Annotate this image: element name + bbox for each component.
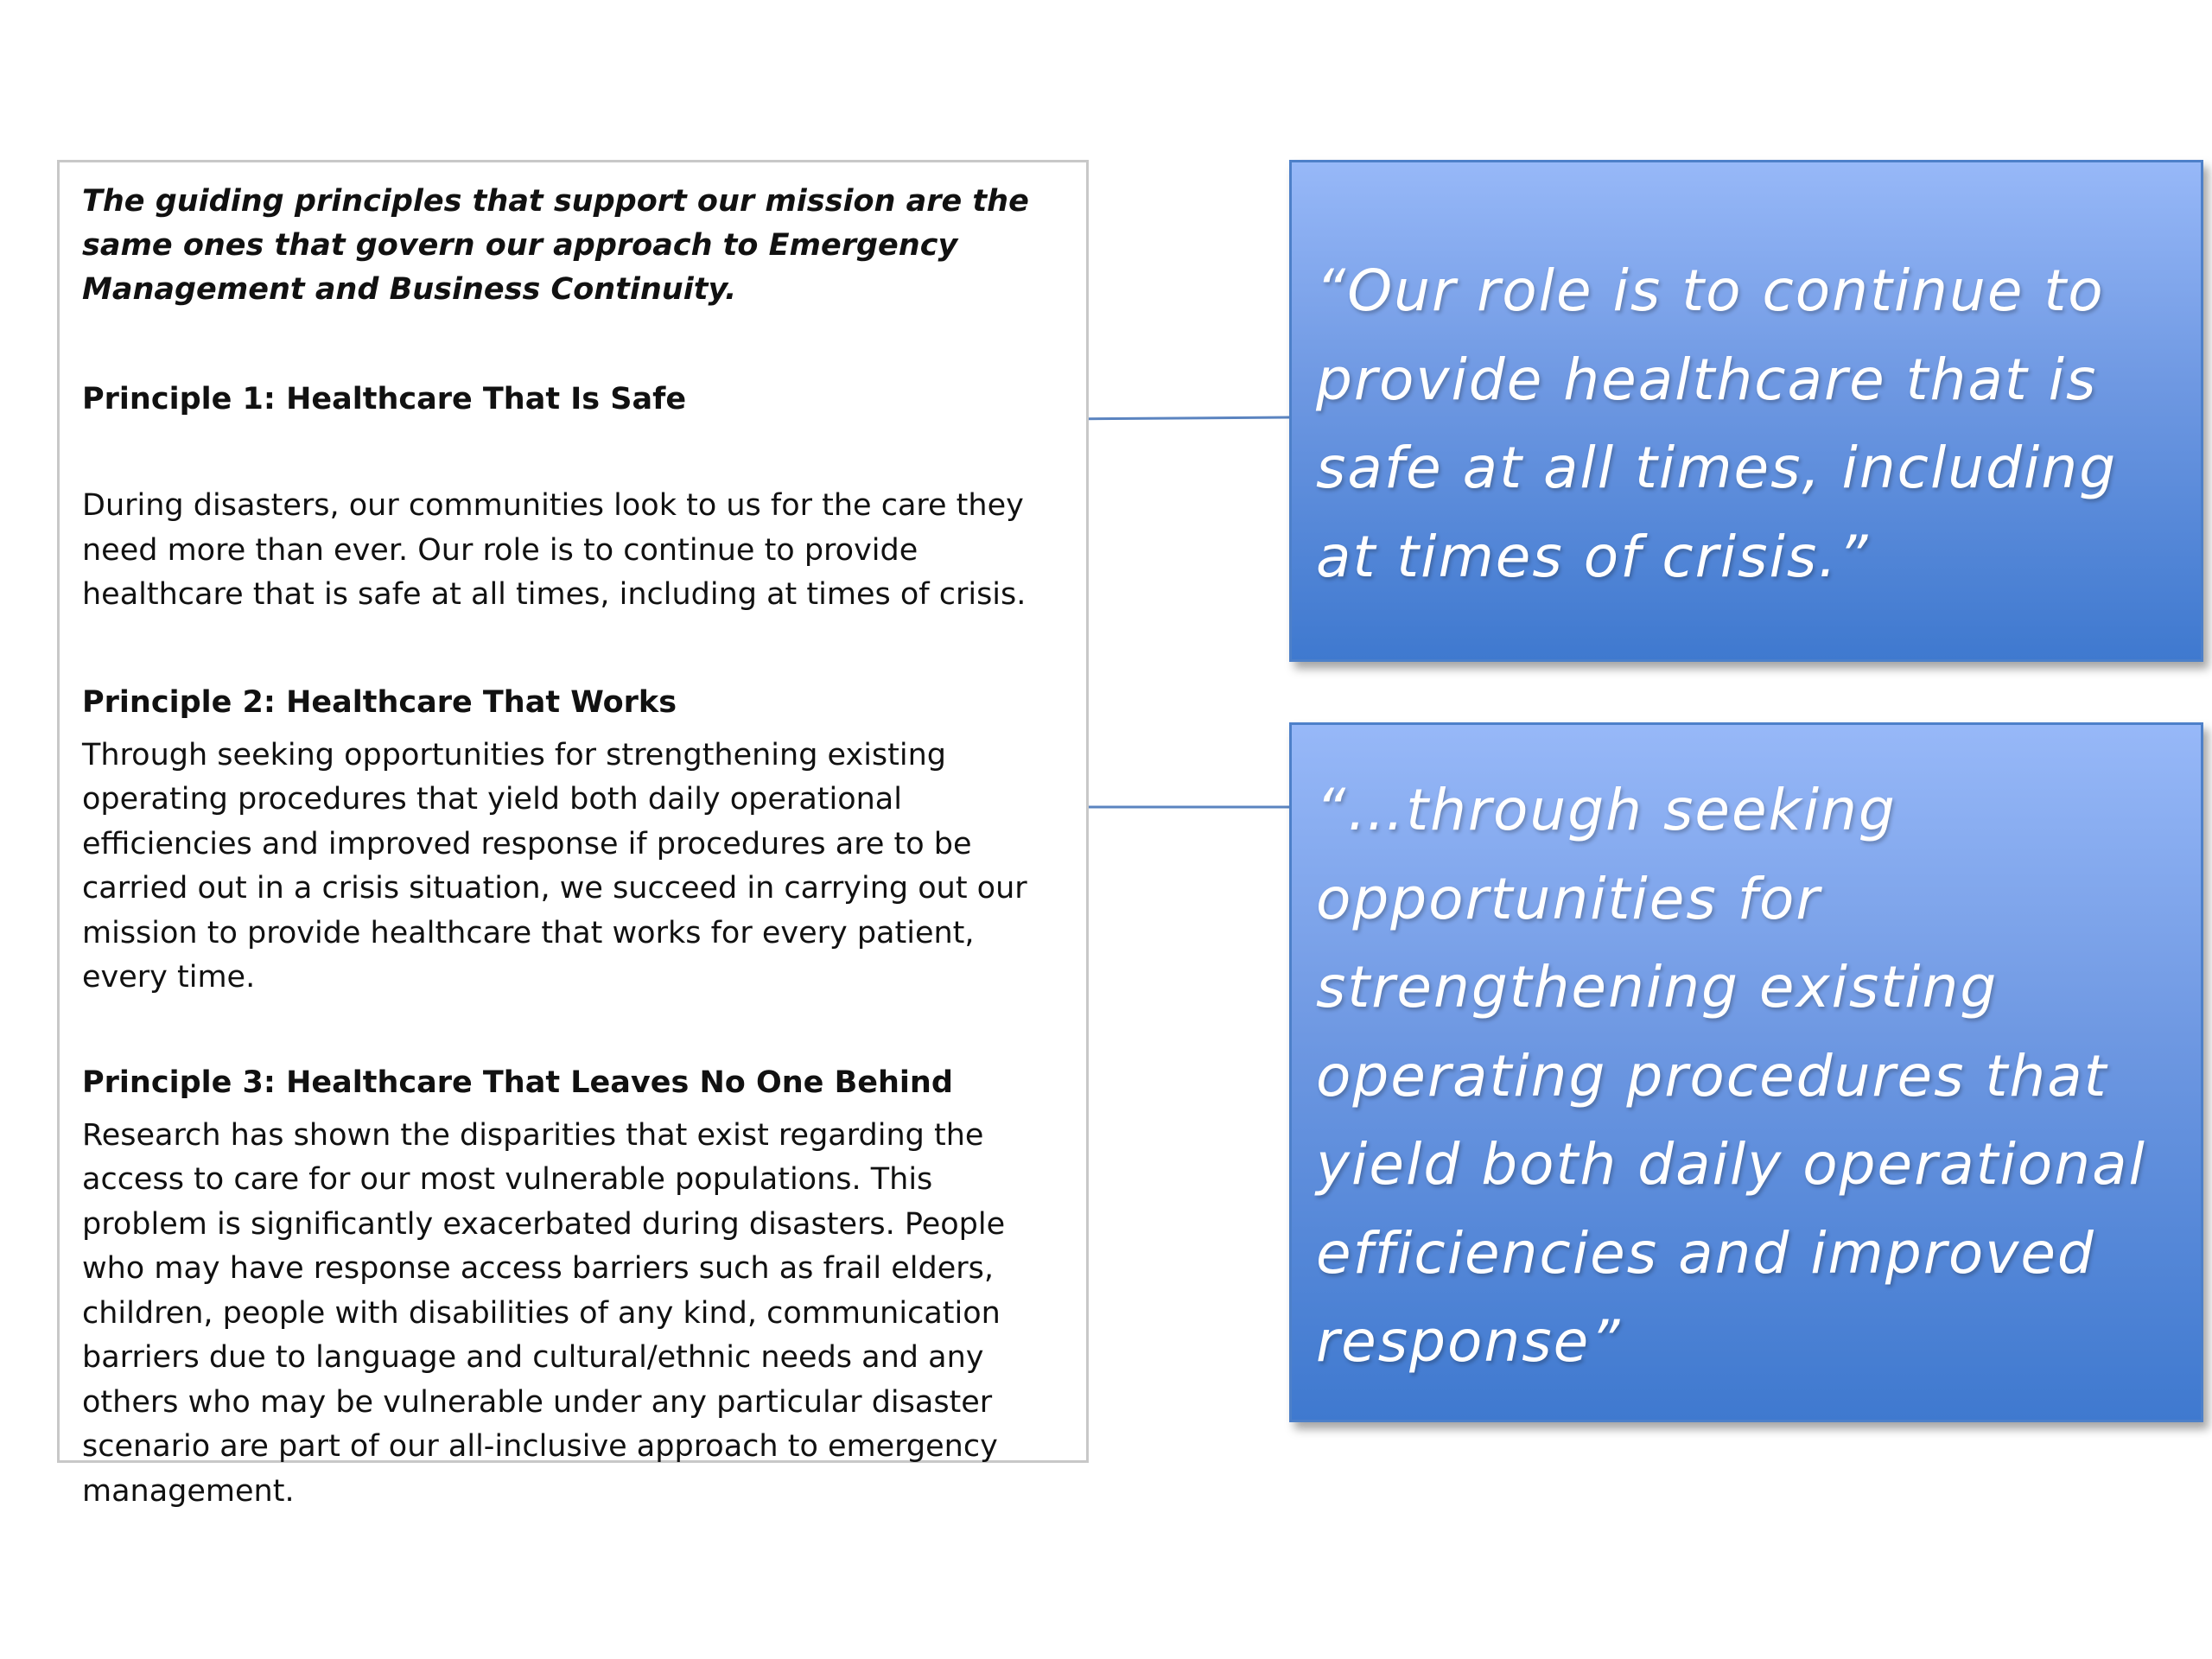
principle-3-heading: Principle 3: Healthcare That Leaves No One Behind (82, 1065, 953, 1100)
callout-quote-safe-text: “Our role is to continue to provide healthcare that is safe at all times, including at times of crisis.” (1316, 257, 2118, 590)
intro-text: The guiding principles that support our mission are the same ones that govern our approach to Emergency Management and Business Continuity. (82, 184, 1029, 307)
connector-line-principle-1 (1061, 417, 1289, 419)
principle-2-text: Through seeking opportunities for strengthening existing operating procedures that yield both daily operational efficiencies and improved response if procedures are to be carried out in a crisis situation, we succeed in carrying out our mission to provide healthcare that works for every patient, every time. (82, 737, 1027, 995)
principle-1-text: During disasters, our communities look to us for the care they need more than ever. Our role is to continue to provide healthcare that is safe at all times, including at times of crisis. (82, 488, 1027, 612)
callout-quote-safe (1289, 160, 2203, 662)
principle-3-text: Research has shown the disparities that exist regarding the access to care for our most vulnerable populations. This problem is significantly exacerbated during disasters. People who may have response access barriers such as frail elders, children, people with disabilities of any kind, communication barriers due to language and cultural/ethnic needs and any others who may be vulnerable under any particular disaster scenario are part of our all-inclusive approach to emergency management. (82, 1117, 1006, 1509)
principle-1-heading: Principle 1: Healthcare That Is Safe (82, 382, 687, 416)
principles-document (57, 160, 1089, 1509)
callout-quote-works-text: “…through seeking opportunities for strengthening existing operating procedures that yield both daily operational efficiencies and improved response” (1316, 777, 2146, 1375)
callout-quote-works (1289, 722, 2203, 1422)
principle-2-heading: Principle 2: Healthcare That Works (82, 684, 677, 720)
